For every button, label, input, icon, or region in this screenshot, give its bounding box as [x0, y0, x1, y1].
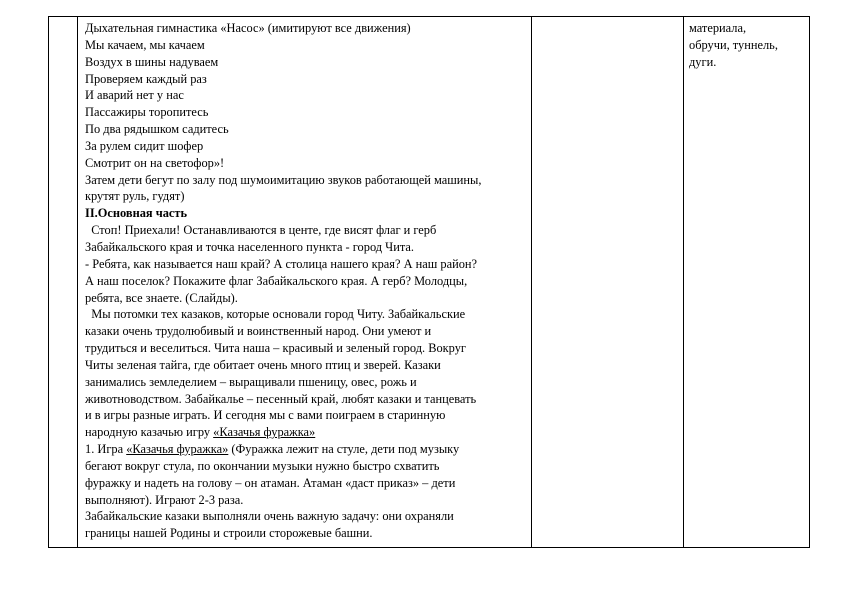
text-line: Затем дети бегут по залу под шумоимитацию звуков работающей машины, — [85, 172, 482, 187]
text-line: животноводством. Забайкалье – песенный край, любят казаки и танцевать — [85, 391, 477, 406]
text-line: Забайкальские казаки выполняли очень важную задачу: они охраняли — [85, 509, 454, 524]
text-line-content: Стоп! Приехали! Останавливаются в центе, где висят флаг и герб — [88, 223, 437, 238]
text-line: Проверяем каждый раз — [85, 71, 207, 86]
materials-line: материала, — [689, 21, 747, 35]
text-line: границы нашей Родины и строили сторожевые башни. — [85, 526, 373, 541]
text-line: За рулем сидит шофер — [85, 138, 204, 153]
text-line: Дыхательная гимнастика «Насос» (имитируют все движения) — [85, 21, 411, 35]
text-line: А наш поселок? Покажите флаг Забайкальского края. А герб? Молодцы, — [85, 273, 468, 288]
text-line: казаки очень трудолюбивый и воинственный народ. Они умеют и — [85, 324, 432, 339]
text-line-content: (Фуражка лежит на стуле, дети под музыку — [228, 442, 460, 457]
text-line: крутят руль, гудят) — [85, 189, 185, 204]
number-cell — [49, 17, 78, 548]
materials-list — [684, 17, 809, 71]
text-line: По два рядышком садитесь — [85, 122, 229, 137]
text-line: бегают вокруг стула, по окончании музыки нужно быстро схватить — [85, 458, 440, 473]
text-line-content: Мы потомки тех казаков, которые основали город Читу. Забайкальские — [88, 307, 466, 322]
text-line: занимались земледелием – выращивали пшеницу, овес, рожь и — [85, 374, 417, 389]
game-title: «Казачья фуражка» — [126, 442, 229, 457]
empty-cell — [532, 17, 684, 548]
text-line: выполняют). Играют 2-3 раза. — [85, 492, 244, 507]
lesson-content — [78, 17, 531, 547]
text-line: Смотрит он на светофор»! — [85, 155, 225, 170]
content-cell — [78, 17, 532, 548]
text-line — [85, 306, 525, 323]
text-line: Воздух в шины надуваем — [85, 54, 219, 69]
text-line — [85, 424, 525, 441]
text-line-content: народную казачью игру — [85, 425, 214, 440]
game-title: «Казачья фуражка» — [213, 425, 316, 440]
text-line: трудиться и веселиться. Чита наша – красивый и зеленый город. Вокруг — [85, 341, 466, 356]
materials-line: дуги. — [689, 54, 717, 69]
text-line: Мы качаем, мы качаем — [85, 37, 205, 52]
text-line: ребята, все знаете. (Слайды). — [85, 290, 238, 305]
text-line: фуражку и надеть на голову – он атаман. Атаман «даст приказ» – дети — [85, 475, 456, 490]
text-line: И аварий нет у нас — [85, 88, 184, 103]
text-line — [85, 222, 525, 239]
section-heading: II.Основная часть — [85, 206, 188, 221]
text-line: и в игры разные играть. И сегодня мы с вами поиграем в старинную — [85, 408, 446, 423]
text-line: Читы зеленая тайга, где обитает очень много птиц и зверей. Казаки — [85, 357, 441, 372]
table-row — [49, 17, 810, 548]
text-line: Пассажиры торопитесь — [85, 105, 209, 120]
materials-line: обручи, туннель, — [689, 37, 778, 52]
lesson-plan-table — [48, 16, 810, 548]
text-line: Забайкальского края и точка населенного пункта - город Чита. — [85, 239, 415, 254]
text-line: - Ребята, как называется наш край? А столица нашего края? А наш район? — [85, 256, 478, 271]
text-line — [85, 441, 525, 458]
text-line-content: 1. Игра — [85, 442, 127, 457]
materials-cell — [684, 17, 810, 548]
